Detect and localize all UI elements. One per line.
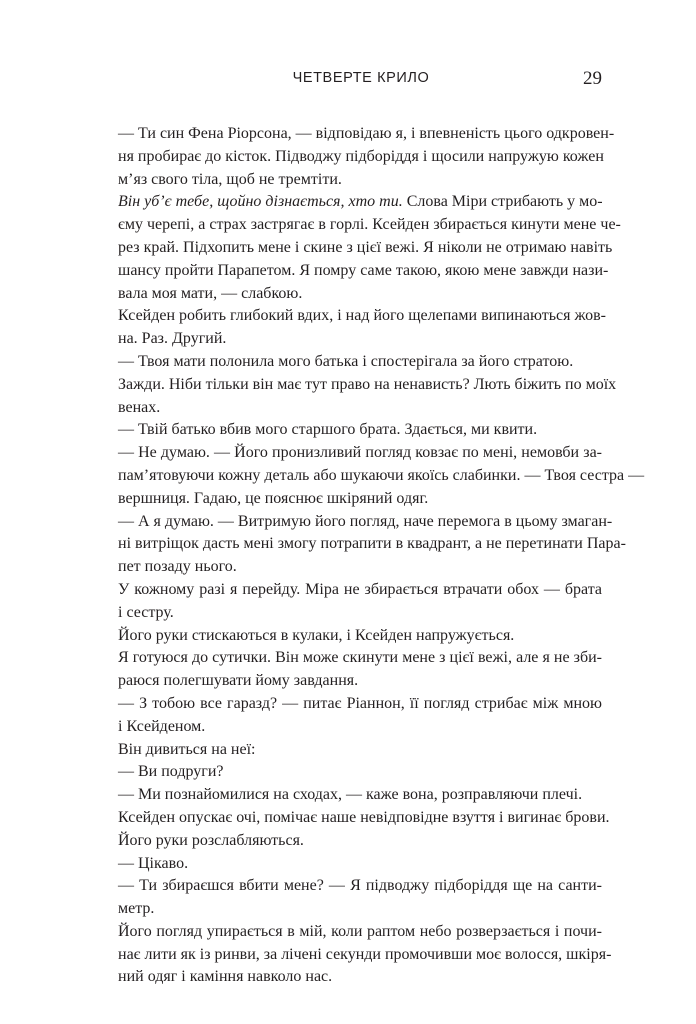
text-line: вершниця. Гадаю, це пояснює шкіряний одяг.: [118, 489, 429, 507]
paragraph: [96, 351, 602, 374]
text-line: єму черепі, а страх застрягає в горлі. Ксейден збирається кинути мене че-: [118, 216, 621, 234]
text-line: вала моя мати, — слабкою.: [118, 284, 303, 302]
running-title: ЧЕТВЕРТЕ КРИЛО: [292, 70, 430, 86]
text-line: пет позаду нього.: [118, 558, 237, 576]
paragraph: [96, 761, 602, 784]
text-line: — А я думаю. — Витримую його погляд, наче перемога в цьому змаган-: [118, 512, 613, 530]
body-text: [96, 123, 645, 989]
paragraph: [96, 123, 615, 191]
paragraph: [96, 305, 606, 351]
text-line: раюся полегшувати йому завдання.: [118, 672, 359, 690]
paragraph: [96, 853, 602, 876]
paragraph: [96, 875, 602, 921]
paragraph: [96, 511, 626, 579]
running-head: [120, 70, 602, 92]
line-text: Слова Міри стрибають у мо-: [402, 193, 603, 211]
paragraph: [96, 442, 645, 510]
paragraph: [96, 921, 612, 989]
text-line: рез край. Підхопить мене і скине з цієї вежі. Я ніколи не отримаю навіть: [118, 238, 613, 256]
paragraph: [96, 419, 602, 442]
text-line: шансу пройти Парапетом. Я помру саме такою, якою мене завжди нази-: [118, 261, 609, 279]
text-line: — Твоя мати полонила мого батька і спостерігала за його стратою.: [118, 352, 574, 370]
text-line: — Не думаю. — Його пронизливий погляд ковзає по мені, немовби за-: [118, 444, 602, 462]
text-line: і Ксейденом.: [118, 717, 206, 735]
paragraph: [96, 374, 617, 420]
text-line: венах.: [118, 398, 161, 416]
text-line: — Твій батько вбив мого старшого брата. Здається, ми квити.: [118, 421, 538, 439]
paragraph: [96, 693, 602, 739]
text-line: Його руки стискаються в кулаки, і Ксейден напружується.: [118, 626, 515, 644]
page-number: 29: [583, 68, 602, 89]
paragraph: [96, 807, 610, 853]
paragraph: [96, 625, 602, 648]
text-line: — З тобою все гаразд? — питає Ріаннон, її погляд стрибає між мною: [118, 694, 602, 712]
paragraph: [96, 739, 602, 762]
italic-thought: Він уб’є тебе, щойно дізнається, хто ти.: [118, 193, 403, 211]
text-line: — Цікаво.: [118, 854, 189, 872]
text-line: Його руки розслабляються.: [118, 831, 304, 849]
text-line: Ксейден робить глибокий вдих, і над його щелепами випинаються жов-: [118, 307, 606, 325]
text-line: У кожному разі я перейду. Міра не збирається втрачати обох — брата: [118, 580, 602, 598]
text-line: ні витріщок дасть мені змогу потрапити в квадрант, а не перетинати Пара-: [118, 535, 626, 553]
text-line: Зажди. Ніби тільки він має тут право на ненависть? Лють біжить по моїх: [118, 375, 617, 393]
text-line: нає лити як із ринви, за лічені секунди промочивши моє волосся, шкіря-: [118, 945, 612, 963]
text-line: — Ми познайомилися на сходах, — каже вона, розправляючи плечі.: [118, 786, 583, 804]
text-line: метр.: [118, 900, 155, 918]
text-line: Його погляд упирається в мій, коли раптом небо розверзається і почи-: [118, 922, 602, 940]
text-line: м’яз свого тіла, щоб не тремтіти.: [118, 170, 342, 188]
text-line: пам’ятовуючи кожну деталь або шукаючи якоїсь слабинки. — Твоя сестра —: [118, 466, 645, 484]
text-line: [96, 191, 602, 214]
text-line: на. Раз. Другий.: [118, 330, 227, 348]
text-line: — Ви подруги?: [118, 763, 224, 781]
text-line: Ксейден опускає очі, помічає наше невідповідне взуття і вигинає брови.: [118, 808, 610, 826]
paragraph: [96, 579, 602, 625]
text-line: Я готуюся до сутички. Він може скинути мене з цієї вежі, але я не зби-: [118, 649, 602, 667]
text-line: ний одяг і каміння навколо нас.: [118, 968, 333, 986]
paragraph: [96, 191, 621, 305]
text-line: і сестру.: [118, 603, 174, 621]
text-line: ня пробирає до кісток. Підводжу підборіддя і щосили напружую кожен: [118, 147, 604, 165]
text-line: — Ти збираєшся вбити мене? — Я підводжу підборіддя ще на санти-: [118, 877, 602, 895]
paragraph: [96, 647, 602, 693]
text-line: Він дивиться на неї:: [118, 740, 256, 758]
paragraph: [96, 784, 602, 807]
text-line: — Ти син Фена Ріорсона, — відповідаю я, і впевненість цього одкровен-: [118, 125, 615, 142]
